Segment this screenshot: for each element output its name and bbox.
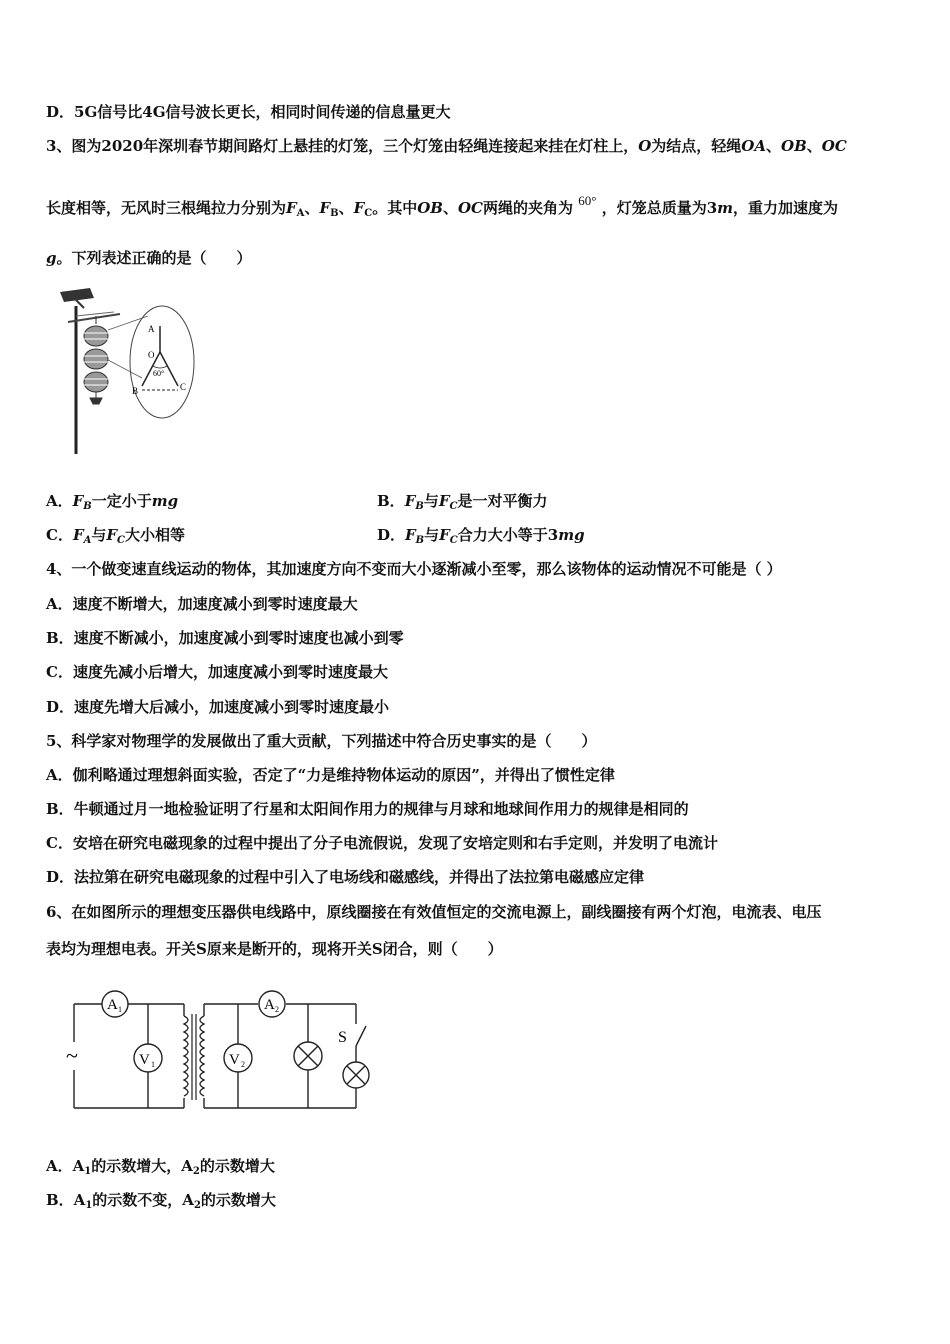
label-b: B — [132, 386, 139, 396]
q3-stem-line3: g。下列表述正确的是（ ） — [46, 249, 252, 267]
ammeter-a2-icon — [259, 991, 285, 1017]
switch-s-icon — [356, 1026, 366, 1046]
q4-stem: 4、一个做变速直线运动的物体，其加速度方向不变而大小逐渐减小至零，那么该物体的运动情况不可能是（ ） — [46, 560, 782, 578]
svg-text:A: A — [264, 997, 275, 1013]
bulb-1-icon — [294, 1042, 322, 1070]
primary-coil-icon — [184, 1016, 188, 1096]
q5-option-b: B．牛顿通过月一地检验证明了行星和太阳间作用力的规律与月球和地球间作用力的规律是相同的 — [46, 800, 689, 818]
q6-stem-line1: 6、在如图所示的理想变压器供电线路中，原线圈接在有效值恒定的交流电源上，副线圈接有两个灯泡，电流表、电压 — [46, 903, 822, 921]
bulb-2-icon — [343, 1062, 369, 1088]
transformer-circuit-figure — [62, 986, 372, 1114]
label-a: A — [148, 324, 155, 334]
label-c: C — [180, 382, 187, 392]
svg-text:A: A — [107, 997, 118, 1013]
q3-option-a: A．$F_B$一定小于mg — [46, 492, 179, 512]
q5-option-a: A．伽利略通过理想斜面实验，否定了“力是维持物体运动的原因”，并得出了惯性定律 — [46, 766, 615, 784]
switch-label: S — [338, 1029, 347, 1046]
q4-option-a: A．速度不断增大，加速度减小到零时速度最大 — [46, 595, 358, 613]
svg-text:V: V — [229, 1052, 240, 1068]
q3-option-c: C．$F_A$与$F_C$大小相等 — [46, 526, 186, 546]
secondary-coil-icon — [200, 1016, 204, 1096]
svg-text:1: 1 — [151, 1060, 155, 1069]
q5-stem: 5、科学家对物理学的发展做出了重大贡献，下列描述中符合历史事实的是（ ） — [46, 732, 597, 750]
q5-option-c: C．安培在研究电磁现象的过程中提出了分子电流假说，发现了安培定则和右手定则，并发明了电流计 — [46, 834, 718, 852]
ammeter-a1-icon — [102, 991, 128, 1017]
q3-stem-line2: 长度相等，无风时三根绳拉力分别为$F_A$、$F_B$、$F_C$。其中OB、OC两绳的夹角为 60° ，灯笼总质量为3m，重力加速度为 — [46, 193, 839, 219]
q5-option-d: D．法拉第在研究电磁现象的过程中引入了电场线和磁感线，并得出了法拉第电磁感应定律 — [46, 868, 645, 886]
svg-text:2: 2 — [241, 1060, 245, 1069]
svg-text:V: V — [139, 1052, 150, 1068]
q3-option-b: B．$F_B$与$F_C$是一对平衡力 — [377, 492, 548, 512]
q3-stem-line1: 3、图为2020年深圳春节期间路灯上悬挂的灯笼，三个灯笼由轻绳连接起来挂在灯柱上，O为结点，轻绳OA、OB、OC — [46, 137, 847, 155]
q6-stem-line2: 表均为理想电表。开关S原来是断开的，现将开关S闭合，则（ ） — [46, 940, 503, 958]
lantern-figure — [54, 286, 204, 458]
q3-option-d: D．$F_B$与$F_C$合力大小等于3mg — [377, 526, 585, 546]
lanterns-icon — [84, 316, 108, 404]
ac-source-icon: ~ — [66, 1043, 78, 1068]
voltmeter-v1-icon — [134, 1044, 162, 1072]
q4-option-d: D．速度先增大后减小，加速度减小到零时速度最小 — [46, 698, 390, 716]
label-o: O — [148, 350, 155, 360]
q6-option-b: B．$A_1$的示数不变，$A_2$的示数增大 — [46, 1191, 276, 1211]
q2-option-d: D．5G信号比4G信号波长更长，相同时间传递的信息量更大 — [46, 103, 451, 121]
zoom-ellipse — [130, 306, 194, 418]
svg-text:1: 1 — [118, 1005, 122, 1014]
svg-text:2: 2 — [275, 1005, 279, 1014]
q4-option-c: C．速度先减小后增大，加速度减小到零时速度最大 — [46, 663, 388, 681]
angle-value: 60° — [578, 193, 597, 208]
q6-option-a: A．$A_1$的示数增大，$A_2$的示数增大 — [46, 1157, 275, 1177]
q4-option-b: B．速度不断减小，加速度减小到零时速度也减小到零 — [46, 629, 404, 647]
label-angle: 60° — [153, 369, 165, 378]
voltmeter-v2-icon — [224, 1044, 252, 1072]
